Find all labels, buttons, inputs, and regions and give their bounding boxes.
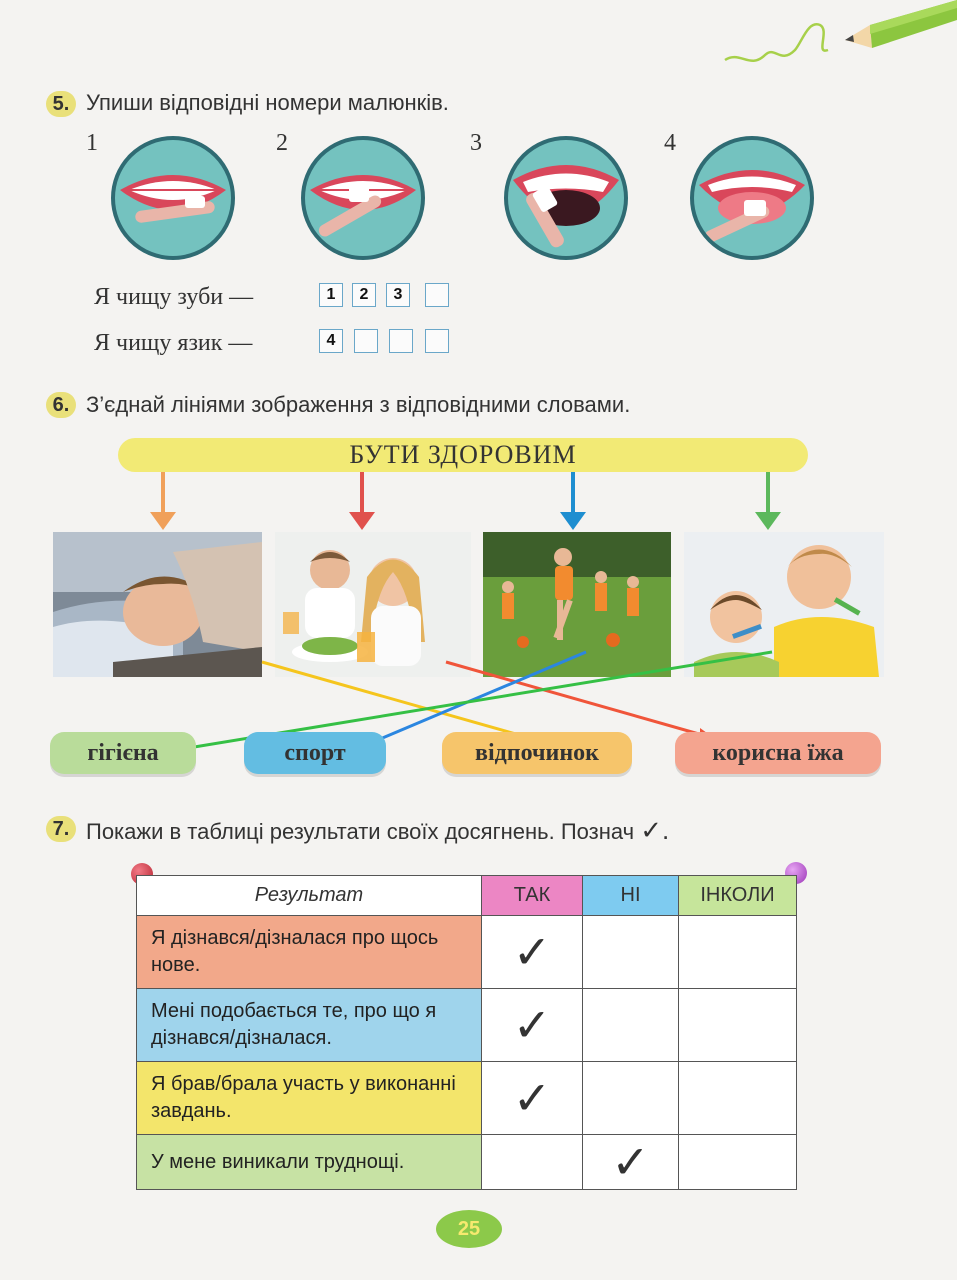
tongue-answer-box-3[interactable] [389,329,413,353]
table-row [137,989,797,1062]
cell-no[interactable] [583,1062,679,1135]
picture-number-3: 3 [470,130,482,156]
tongue-answer-box-1[interactable]: 4 [319,329,343,353]
checkmark-icon: ✓ [512,1072,552,1124]
checkmark-icon: ✓ [611,1136,650,1188]
arrow-down-icon [150,472,176,530]
teeth-answer-box-2[interactable]: 2 [352,283,376,307]
cell-no[interactable] [583,916,679,989]
teeth-answer-box-3[interactable]: 3 [386,283,410,307]
cell-sometimes[interactable] [679,916,797,989]
page-number: 25 [436,1210,502,1248]
cell-sometimes[interactable] [679,1062,797,1135]
header-sometimes: ІНКОЛИ [679,876,797,916]
cell-no[interactable] [583,1135,679,1190]
cell-yes[interactable] [482,989,583,1062]
mouth-picture-3-icon [504,136,628,260]
task-5-instruction: Упиши відповідні номери малюнків. [86,90,449,115]
table-row [137,1062,797,1135]
checkmark-icon: ✓ [512,999,552,1051]
picture-number-1: 1 [86,130,98,156]
checkmark-icon: ✓. [640,815,670,845]
task-7-instruction [86,815,669,846]
arrow-down-icon [349,472,375,530]
cell-sometimes[interactable] [679,989,797,1062]
mouth-picture-4-icon [690,136,814,260]
cell-no[interactable] [583,989,679,1062]
banner-title: БУТИ ЗДОРОВИМ [349,440,577,469]
line-food-to-healthy-food [446,662,714,742]
header-no: НІ [583,876,679,916]
table-row [137,916,797,989]
row-label: Я дізнався/дізналася про щось нове. [137,916,482,989]
checkmark-icon: ✓ [512,926,552,978]
picture-number-4: 4 [664,130,676,156]
pencil-decoration-icon [720,0,957,80]
teeth-answer-box-1[interactable]: 1 [319,283,343,307]
cell-yes[interactable] [482,1062,583,1135]
cell-yes[interactable] [482,1135,583,1190]
tongue-answer-box-2[interactable] [354,329,378,353]
task-7-instruction-text: Покажи в таблиці результати своїх досягнень. Познач [86,819,635,844]
brush-teeth-label: Я чищу зуби — [94,284,254,310]
mouth-picture-2-icon [301,136,425,260]
header-result: Результат [137,876,482,916]
healthy-banner [118,438,808,472]
word-rest[interactable]: відпочинок [442,732,632,774]
mouth-picture-1-icon [111,136,235,260]
tongue-answer-box-4[interactable] [425,329,449,353]
arrow-down-icon [560,472,586,530]
row-label: Я брав/брала участь у виконанні завдань. [137,1062,482,1135]
table-row [137,1135,797,1190]
table-header-row [137,876,797,916]
teeth-answer-box-4[interactable] [425,283,449,307]
row-label: Мені подобається те, про що я дізнався/дізналася. [137,989,482,1062]
results-table [136,875,797,1190]
brush-tongue-label: Я чищу язик — [94,330,253,356]
word-sport[interactable]: спорт [244,732,386,774]
task-7-number: 7. [46,816,76,842]
cell-sometimes[interactable] [679,1135,797,1190]
word-healthy-food[interactable]: корисна їжа [675,732,881,774]
row-label: У мене виникали труднощі. [137,1135,482,1190]
picture-number-2: 2 [276,130,288,156]
word-hygiene[interactable]: гігієна [50,732,196,774]
task-5-number: 5. [46,91,76,117]
banner-arrows [0,470,957,534]
arrow-down-icon [755,472,781,530]
task-6-number: 6. [46,392,76,418]
header-yes: ТАК [482,876,583,916]
cell-yes[interactable] [482,916,583,989]
task-6-instruction: З’єднай лініями зображення з відповідними словами. [86,392,631,417]
